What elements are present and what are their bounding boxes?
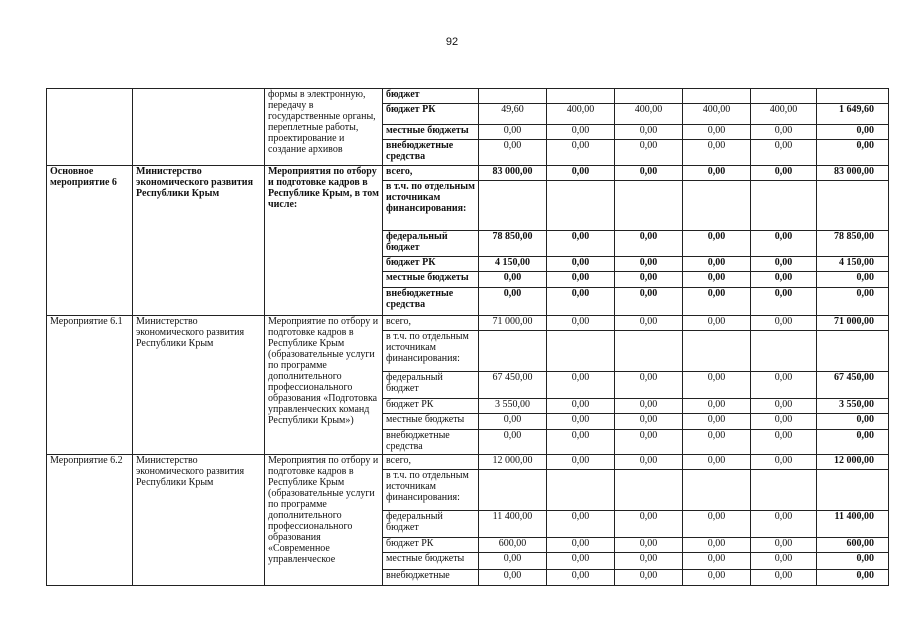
table-row [47,316,889,331]
year-value-cell: 0,00 [615,140,683,166]
year-value-cell: 400,00 [683,104,751,125]
total-value-cell: 0,00 [817,553,889,570]
total-value-cell: 3 550,00 [817,399,889,414]
year-value-cell: 0,00 [683,414,751,430]
funding-source-cell: местные бюджеты [383,272,479,288]
event-code-cell: Мероприятие 6.2 [47,455,133,586]
funding-source-cell: федеральный бюджет [383,511,479,538]
table-row [47,89,889,104]
year-value-cell: 0,00 [751,538,817,553]
event-code-cell [47,89,133,166]
year-value-cell [751,89,817,104]
year-value-cell: 0,00 [547,288,615,316]
year-value-cell [683,331,751,372]
year-value-cell: 0,00 [751,414,817,430]
year-value-cell: 71 000,00 [479,316,547,331]
table-row [47,455,889,470]
year-value-cell: 0,00 [751,257,817,272]
total-value-cell: 11 400,00 [817,511,889,538]
year-value-cell: 0,00 [479,414,547,430]
year-value-cell: 0,00 [547,257,615,272]
year-value-cell [547,470,615,511]
year-value-cell: 0,00 [751,140,817,166]
year-value-cell: 0,00 [615,372,683,399]
total-value-cell: 4 150,00 [817,257,889,272]
funding-source-cell: в т.ч. по отдельным источникам финансирования: [383,470,479,511]
year-value-cell: 11 400,00 [479,511,547,538]
total-value-cell: 12 000,00 [817,455,889,470]
year-value-cell [751,470,817,511]
event-name-cell: Мероприятия по отбору и подготовке кадров в Республике Крым, в том числе: [265,166,383,316]
funding-source-cell: местные бюджеты [383,414,479,430]
funding-source-cell: всего, [383,455,479,470]
executor-cell: Министерство экономического развития Республики Крым [133,166,265,316]
year-value-cell: 0,00 [615,414,683,430]
funding-source-cell: местные бюджеты [383,125,479,140]
year-value-cell: 0,00 [479,272,547,288]
year-value-cell: 0,00 [547,125,615,140]
year-value-cell: 0,00 [547,272,615,288]
event-name-cell: Мероприятия по отбору и подготовке кадров в Республике Крым (образовательные услуги по программе дополнительного профессионального образования «Современное управленческое [265,455,383,586]
page-number: 92 [445,36,459,48]
year-value-cell [547,89,615,104]
year-value-cell: 0,00 [547,231,615,257]
year-value-cell [683,89,751,104]
year-value-cell [479,89,547,104]
year-value-cell: 0,00 [751,570,817,586]
year-value-cell: 0,00 [615,570,683,586]
year-value-cell: 0,00 [751,399,817,414]
total-value-cell: 0,00 [817,140,889,166]
year-value-cell [683,181,751,231]
year-value-cell: 0,00 [751,125,817,140]
year-value-cell: 0,00 [751,372,817,399]
year-value-cell: 0,00 [683,166,751,181]
year-value-cell: 600,00 [479,538,547,553]
year-value-cell: 0,00 [615,399,683,414]
year-value-cell [479,181,547,231]
year-value-cell: 49,60 [479,104,547,125]
year-value-cell: 0,00 [547,553,615,570]
funding-source-cell: местные бюджеты [383,553,479,570]
year-value-cell: 0,00 [751,455,817,470]
year-value-cell: 0,00 [547,399,615,414]
year-value-cell: 400,00 [751,104,817,125]
year-value-cell: 0,00 [683,316,751,331]
year-value-cell [615,470,683,511]
year-value-cell: 0,00 [479,140,547,166]
year-value-cell: 0,00 [683,399,751,414]
year-value-cell [615,331,683,372]
year-value-cell: 0,00 [547,538,615,553]
funding-source-cell: всего, [383,316,479,331]
year-value-cell [615,181,683,231]
total-value-cell: 78 850,00 [817,231,889,257]
year-value-cell: 0,00 [479,430,547,455]
year-value-cell: 0,00 [615,316,683,331]
year-value-cell: 0,00 [615,272,683,288]
event-name-cell: формы в электронную, передачу в государственные органы, переплетные работы, проектирование и создание архивов [265,89,383,166]
year-value-cell: 0,00 [683,231,751,257]
total-value-cell: 0,00 [817,272,889,288]
year-value-cell [547,181,615,231]
year-value-cell: 0,00 [751,316,817,331]
year-value-cell: 0,00 [683,538,751,553]
executor-cell: Министерство экономического развития Республики Крым [133,455,265,586]
event-code-cell: Основное мероприятие 6 [47,166,133,316]
year-value-cell [547,331,615,372]
year-value-cell [683,470,751,511]
year-value-cell: 0,00 [615,125,683,140]
year-value-cell: 0,00 [615,538,683,553]
year-value-cell: 0,00 [683,257,751,272]
year-value-cell: 0,00 [547,316,615,331]
total-value-cell: 67 450,00 [817,372,889,399]
year-value-cell: 0,00 [683,125,751,140]
total-value-cell: 600,00 [817,538,889,553]
year-value-cell: 4 150,00 [479,257,547,272]
funding-source-cell: бюджет РК [383,257,479,272]
year-value-cell: 0,00 [615,288,683,316]
year-value-cell [751,181,817,231]
event-name-cell: Мероприятие по отбору и подготовке кадров в Республике Крым (образовательные услуги по программе дополнительного профессионального образования «Подготовка управленческих команд Республики Крым») [265,316,383,455]
year-value-cell: 0,00 [683,511,751,538]
year-value-cell: 0,00 [751,231,817,257]
year-value-cell: 0,00 [751,430,817,455]
funding-source-cell: в т.ч. по отдельным источникам финансирования: [383,331,479,372]
year-value-cell: 0,00 [615,455,683,470]
total-value-cell [817,470,889,511]
year-value-cell: 0,00 [751,166,817,181]
total-value-cell [817,331,889,372]
year-value-cell: 0,00 [479,125,547,140]
year-value-cell: 0,00 [751,511,817,538]
year-value-cell: 0,00 [615,511,683,538]
year-value-cell: 0,00 [615,166,683,181]
total-value-cell: 71 000,00 [817,316,889,331]
year-value-cell: 67 450,00 [479,372,547,399]
year-value-cell: 0,00 [547,414,615,430]
table-row [47,166,889,181]
year-value-cell: 0,00 [479,570,547,586]
year-value-cell: 0,00 [751,288,817,316]
total-value-cell: 0,00 [817,430,889,455]
year-value-cell: 3 550,00 [479,399,547,414]
year-value-cell: 0,00 [615,553,683,570]
year-value-cell: 0,00 [547,511,615,538]
year-value-cell [479,331,547,372]
year-value-cell: 0,00 [547,570,615,586]
executor-cell [133,89,265,166]
total-value-cell [817,181,889,231]
executor-cell: Министерство экономического развития Республики Крым [133,316,265,455]
funding-source-cell: бюджет РК [383,104,479,125]
total-value-cell: 0,00 [817,414,889,430]
year-value-cell: 0,00 [479,553,547,570]
total-value-cell: 1 649,60 [817,104,889,125]
year-value-cell: 0,00 [547,455,615,470]
year-value-cell: 0,00 [615,430,683,455]
funding-source-cell: внебюджетные средства [383,288,479,316]
year-value-cell: 0,00 [683,455,751,470]
year-value-cell: 0,00 [547,140,615,166]
funding-source-cell: внебюджетные средства [383,430,479,455]
year-value-cell: 0,00 [683,140,751,166]
year-value-cell: 0,00 [683,272,751,288]
funding-source-cell: бюджет РК [383,538,479,553]
total-value-cell: 0,00 [817,125,889,140]
funding-source-cell: бюджет [383,89,479,104]
year-value-cell: 0,00 [751,553,817,570]
budget-table [46,88,889,586]
year-value-cell: 0,00 [547,372,615,399]
year-value-cell: 12 000,00 [479,455,547,470]
year-value-cell: 78 850,00 [479,231,547,257]
year-value-cell: 83 000,00 [479,166,547,181]
funding-source-cell: федеральный бюджет [383,372,479,399]
event-code-cell: Мероприятие 6.1 [47,316,133,455]
total-value-cell: 0,00 [817,570,889,586]
funding-source-cell: внебюджетные [383,570,479,586]
total-value-cell: 0,00 [817,288,889,316]
year-value-cell: 400,00 [547,104,615,125]
year-value-cell [615,89,683,104]
funding-source-cell: внебюджетные средства [383,140,479,166]
year-value-cell: 400,00 [615,104,683,125]
year-value-cell: 0,00 [683,430,751,455]
funding-source-cell: федеральный бюджет [383,231,479,257]
year-value-cell [751,331,817,372]
year-value-cell: 0,00 [615,231,683,257]
total-value-cell: 83 000,00 [817,166,889,181]
funding-source-cell: бюджет РК [383,399,479,414]
year-value-cell: 0,00 [683,288,751,316]
funding-source-cell: в т.ч. по отдельным источникам финансирования: [383,181,479,231]
year-value-cell: 0,00 [751,272,817,288]
total-value-cell [817,89,889,104]
year-value-cell: 0,00 [547,166,615,181]
year-value-cell: 0,00 [683,570,751,586]
budget-table-body [47,89,889,586]
year-value-cell: 0,00 [683,553,751,570]
year-value-cell: 0,00 [479,288,547,316]
funding-source-cell: всего, [383,166,479,181]
year-value-cell [479,470,547,511]
year-value-cell: 0,00 [683,372,751,399]
year-value-cell: 0,00 [547,430,615,455]
year-value-cell: 0,00 [615,257,683,272]
